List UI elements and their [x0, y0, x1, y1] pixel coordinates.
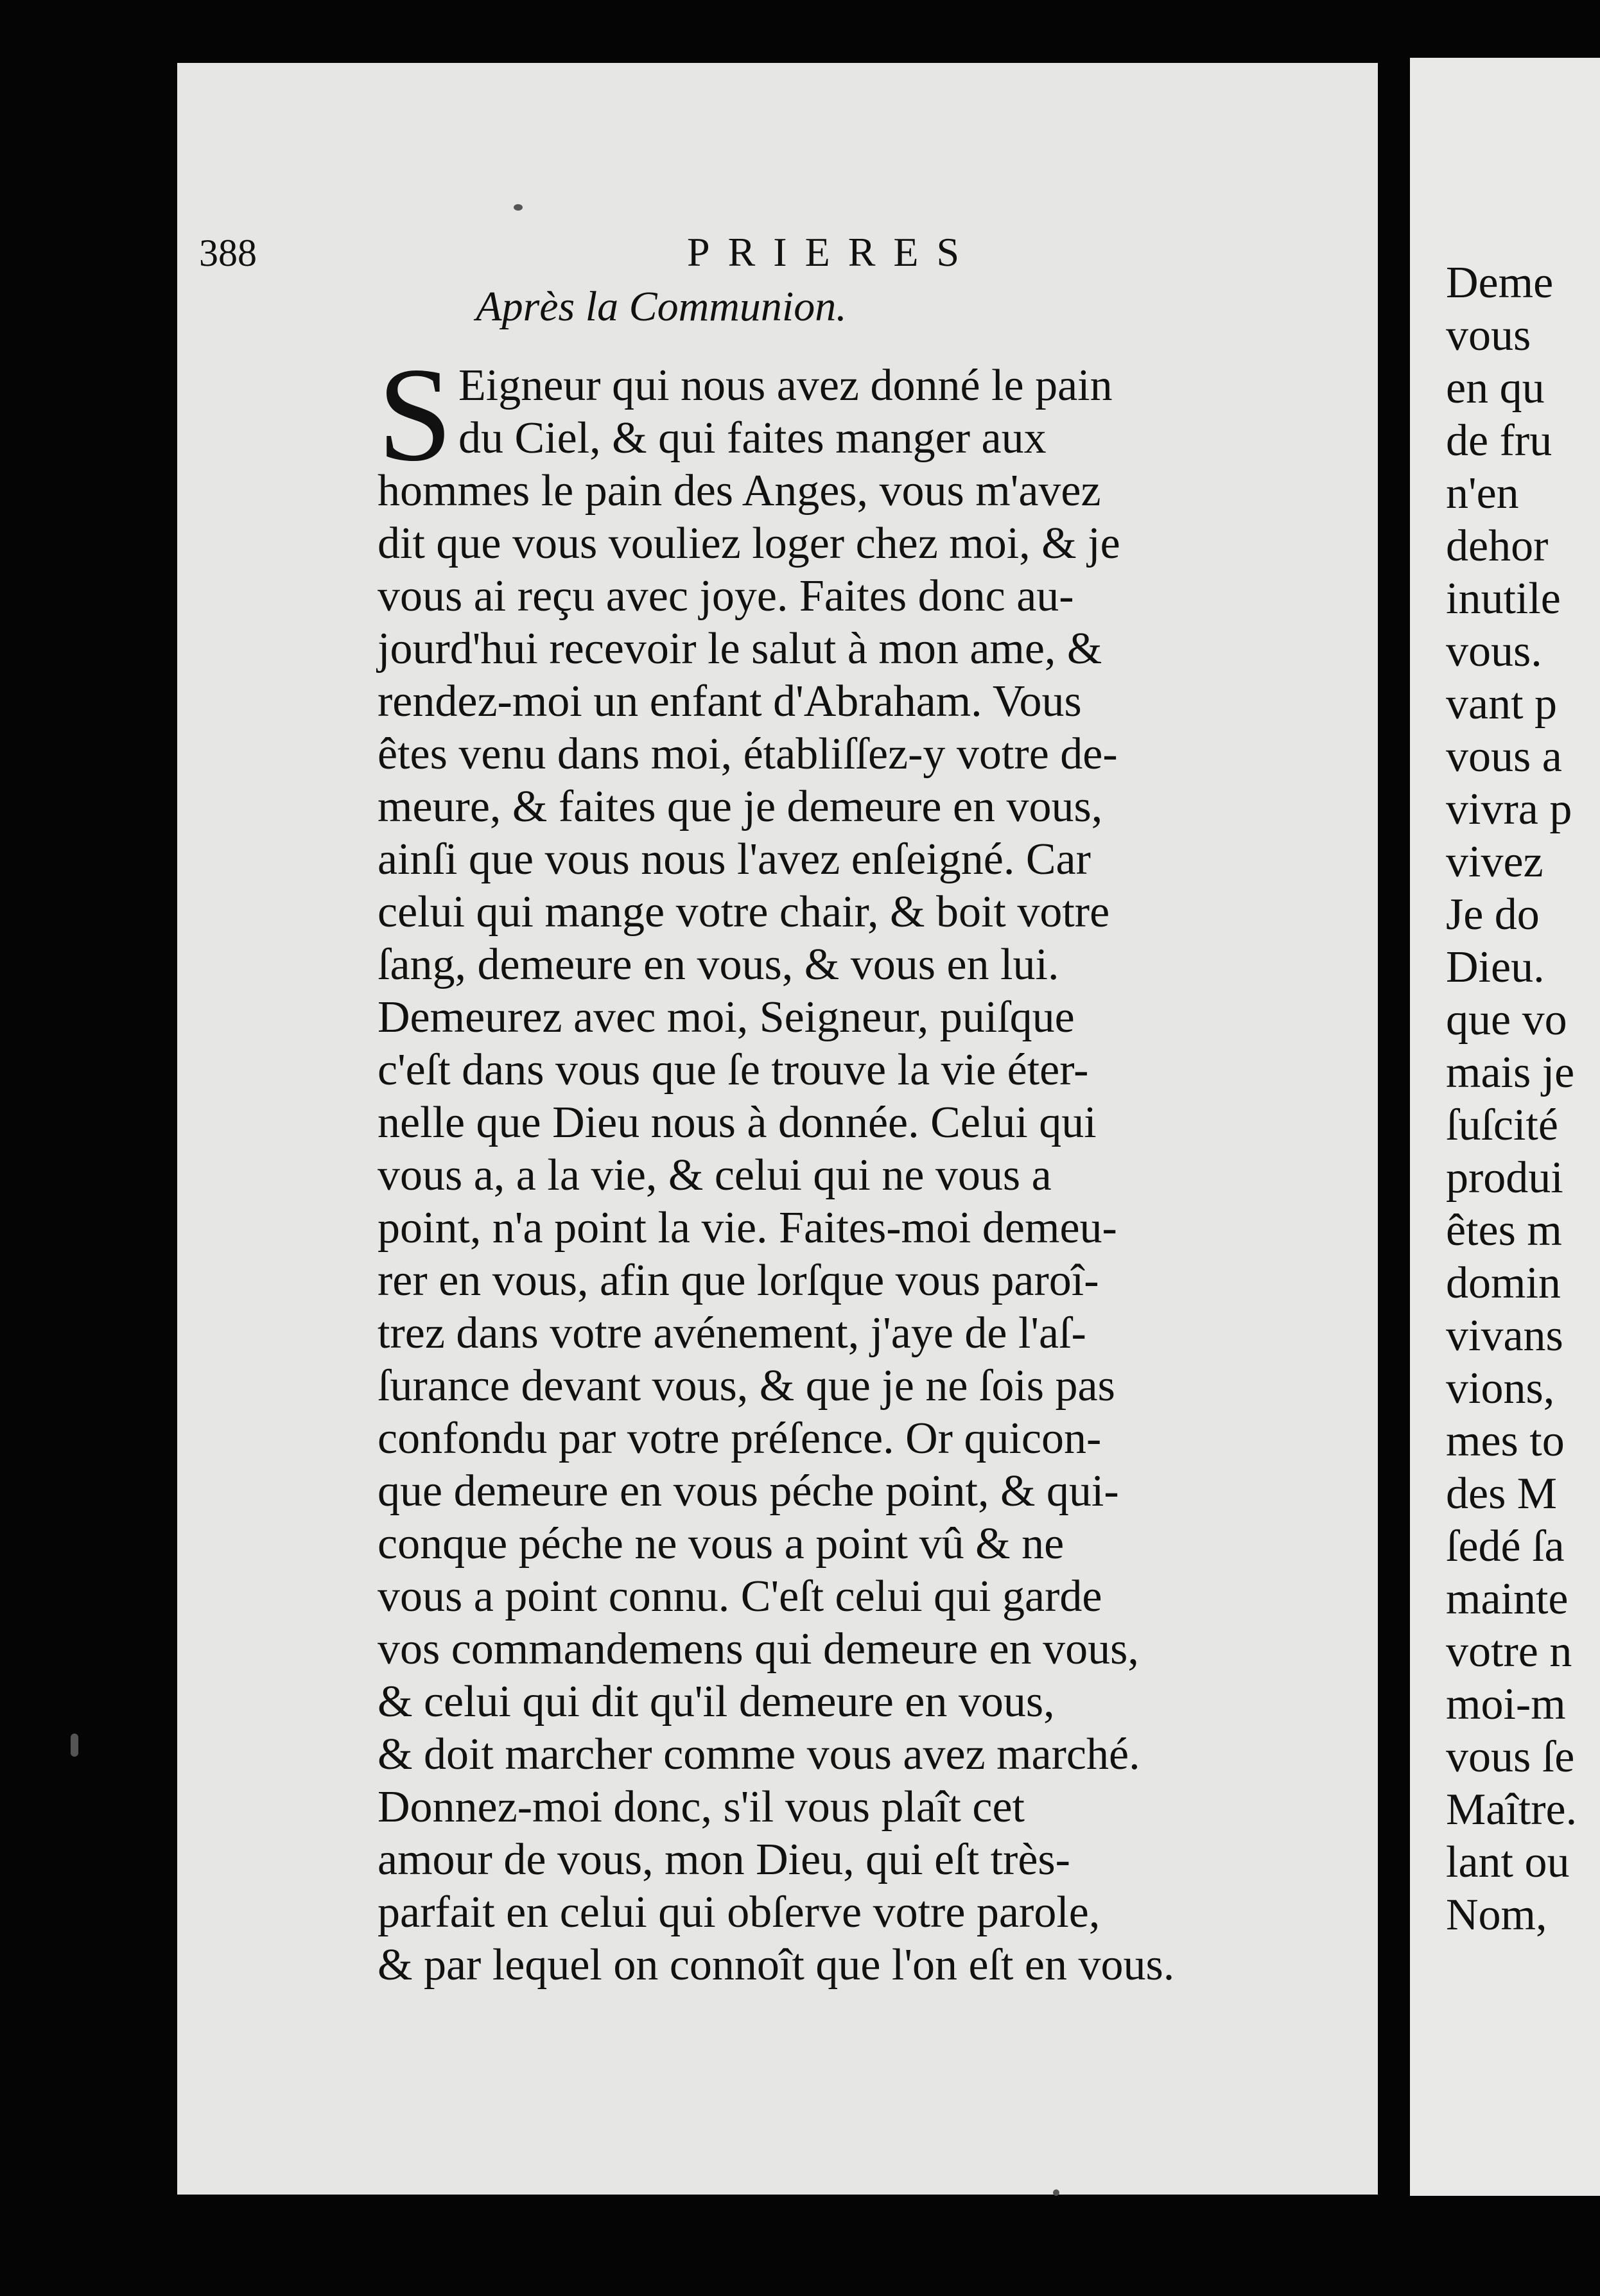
text-line: Deme	[1446, 258, 1554, 308]
text-line: Demeurez avec moi, Seigneur, puiſque	[378, 993, 1075, 1042]
paper-speck	[1053, 2189, 1059, 2196]
text-line: domin	[1446, 1258, 1561, 1308]
text-line: moi-m	[1446, 1680, 1566, 1729]
text-line: vous a, a la vie, & celui qui ne vous a	[378, 1151, 1052, 1200]
drop-cap: S	[378, 340, 453, 489]
text-line: rendez-moi un enfant d'Abraham. Vous	[378, 677, 1082, 726]
text-line: & par lequel on connoît que l'on eſt en vous.	[378, 1940, 1175, 1990]
text-line: Nom,	[1446, 1890, 1547, 1940]
text-line: jourd'hui recevoir le salut à mon ame, &	[378, 624, 1102, 674]
text-line: ſang, demeure en vous, & vous en lui.	[378, 940, 1059, 989]
text-line: trez dans votre avénement, j'aye de l'aſ-	[378, 1309, 1086, 1358]
text-line: que vo	[1446, 995, 1567, 1045]
text-line: inutile	[1446, 574, 1561, 623]
text-line: parfait en celui qui obſerve votre parole,	[378, 1888, 1100, 1937]
text-line: ainſi que vous nous l'avez enſeigné. Car	[378, 835, 1091, 884]
text-line: dit que vous vouliez loger chez moi, & je	[378, 519, 1120, 568]
text-line: vous a	[1446, 732, 1562, 781]
text-line: ſuſcité	[1446, 1100, 1558, 1150]
text-line: & doit marcher comme vous avez marché.	[378, 1730, 1140, 1779]
text-line: Dieu.	[1446, 943, 1545, 992]
text-line: vions,	[1446, 1364, 1555, 1413]
text-line: point, n'a point la vie. Faites-moi demeu-	[378, 1203, 1117, 1253]
text-line: rer en vous, afin que lorſque vous paroî-	[378, 1256, 1099, 1305]
text-line: nelle que Dieu nous à donnée. Celui qui	[378, 1098, 1097, 1147]
text-line: vous.	[1446, 627, 1542, 676]
text-line: votre n	[1446, 1627, 1572, 1676]
text-line: & celui qui dit qu'il demeure en vous,	[378, 1677, 1055, 1726]
text-line: vous a point connu. C'eſt celui qui garde	[378, 1572, 1102, 1621]
text-line: Donnez-moi donc, s'il vous plaît cet	[378, 1782, 1025, 1832]
text-line: c'eſt dans vous que ſe trouve la vie éter-	[378, 1045, 1089, 1095]
text-line: du Ciel, & qui faites manger aux	[458, 413, 1047, 463]
text-line: ſedé ſa	[1446, 1522, 1565, 1571]
section-title: Après la Communion.	[476, 283, 847, 330]
page-header	[199, 193, 1136, 283]
paper-speck	[514, 204, 523, 211]
text-line: des M	[1446, 1469, 1558, 1518]
text-line: Je do	[1446, 890, 1540, 939]
text-line: conque péche ne vous a point vû & ne	[378, 1519, 1065, 1569]
text-line: êtes m	[1446, 1206, 1562, 1255]
text-line: hommes le pain des Anges, vous m'avez	[378, 466, 1101, 516]
body-text	[378, 360, 1312, 1992]
text-line: meure, & faites que je demeure en vous,	[378, 782, 1103, 831]
running-head: PRIERES	[687, 229, 978, 275]
text-line: vivans	[1446, 1311, 1563, 1361]
right-page-text	[1446, 257, 1600, 1942]
text-line: mais je	[1446, 1048, 1575, 1097]
text-line: êtes venu dans moi, établiſſez-y votre de-	[378, 729, 1118, 779]
text-line: vos commandemens qui demeure en vous,	[378, 1624, 1139, 1674]
text-line: en qu	[1446, 363, 1545, 413]
text-line: vous ai reçu avec joye. Faites donc au-	[378, 571, 1074, 621]
text-line: vant p	[1446, 679, 1558, 729]
text-line: mes to	[1446, 1416, 1565, 1466]
text-line: produi	[1446, 1153, 1563, 1203]
text-line: vous	[1446, 311, 1531, 360]
text-line: confondu par votre préſence. Or quicon-	[378, 1414, 1102, 1463]
text-line: mainte	[1446, 1574, 1569, 1624]
paper-speck	[71, 1734, 78, 1757]
text-line: amour de vous, mon Dieu, qui eſt très-	[378, 1835, 1070, 1884]
text-line: ſurance devant vous, & que je ne ſois pas	[378, 1361, 1115, 1411]
text-line: Eigneur qui nous avez donné le pain	[458, 361, 1113, 410]
text-line: vous ſe	[1446, 1732, 1575, 1782]
text-line: Maître.	[1446, 1785, 1578, 1834]
text-line: de fru	[1446, 416, 1552, 465]
text-line: lant ou	[1446, 1838, 1570, 1887]
text-line: dehor	[1446, 521, 1549, 571]
text-line: vivra p	[1446, 785, 1572, 834]
text-line: celui qui mange votre chair, & boit votre	[378, 887, 1110, 937]
text-line: que demeure en vous péche point, & qui-	[378, 1466, 1119, 1516]
text-line: vivez	[1446, 837, 1543, 887]
text-line: n'en	[1446, 469, 1519, 518]
page-number: 388	[199, 232, 257, 274]
